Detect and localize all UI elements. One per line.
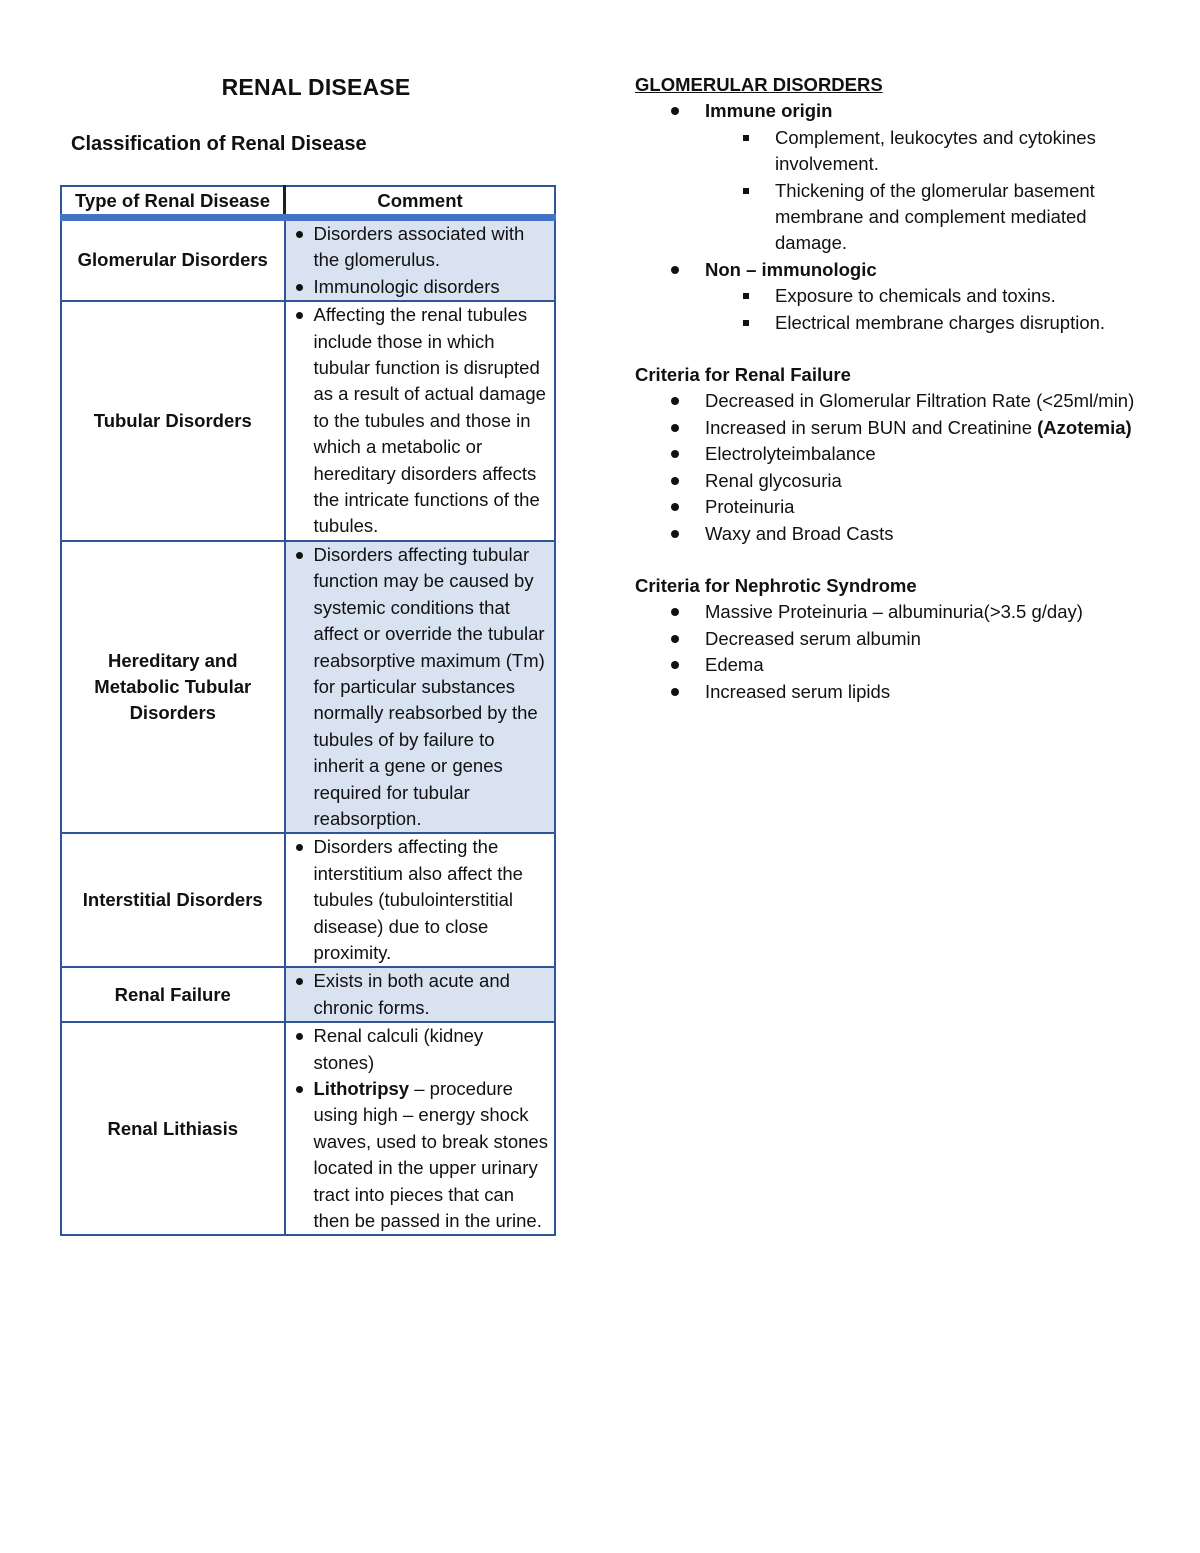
table-row	[61, 967, 555, 1022]
header-comment: Comment	[285, 186, 556, 218]
glomerular-heading: GLOMERULAR DISORDERS	[635, 74, 883, 95]
renal-failure-criteria-heading: Criteria for Renal Failure	[635, 364, 851, 386]
type-cell: Renal Failure	[61, 967, 285, 1022]
comment-list	[286, 542, 555, 832]
comment-cell	[285, 1022, 556, 1235]
list-item: Edema	[705, 652, 1135, 678]
list-item	[705, 415, 1135, 441]
list-item: Massive Proteinuria – albuminuria(>3.5 g/day)	[705, 599, 1135, 625]
list-item: Exposure to chemicals and toxins.	[775, 283, 1135, 309]
table-row	[61, 218, 555, 302]
list-item: Renal calculi (kidney stones)	[314, 1023, 549, 1076]
list-item	[705, 257, 1135, 336]
comment-list	[286, 968, 555, 1021]
section-title: Classification of Renal Disease	[71, 133, 367, 155]
type-cell: Interstitial Disorders	[61, 833, 285, 967]
comment-list	[286, 834, 555, 966]
list-item	[314, 1076, 549, 1234]
list-item: Decreased serum albumin	[705, 626, 1135, 652]
list-item: Complement, leukocytes and cytokines involvement.	[775, 125, 1135, 178]
immune-origin-label: Immune origin	[705, 100, 833, 122]
list-item: Disorders affecting the interstitium also affect the tubules (tubulointerstitial disease) due to close proximity.	[314, 834, 549, 966]
lithotripsy-text: – procedure using high – energy shock waves, used to break stones located in the upper urinary tract into pieces that can then be passed in the urine.	[313, 1078, 548, 1232]
type-cell: Hereditary and Metabolic Tubular Disorders	[61, 541, 285, 833]
nephrotic-criteria-list	[635, 599, 1135, 705]
azotemia-term: (Azotemia)	[1037, 416, 1132, 438]
list-item: Decreased in Glomerular Filtration Rate (<25ml/min)	[705, 388, 1135, 414]
list-item: Electrical membrane charges disruption.	[775, 310, 1135, 336]
comment-cell	[285, 301, 556, 541]
list-item: Waxy and Broad Casts	[705, 521, 1135, 547]
comment-list	[286, 1023, 555, 1234]
type-cell: Tubular Disorders	[61, 301, 285, 541]
comment-cell	[285, 833, 556, 967]
list-item: Increased serum lipids	[705, 679, 1135, 705]
sub-list	[705, 283, 1135, 336]
table-row	[61, 833, 555, 967]
table-row	[61, 1022, 555, 1235]
list-item: Proteinuria	[705, 494, 1135, 520]
list-item: Disorders affecting tubular function may be caused by systemic conditions that affect or override the tubular reabsorptive maximum (Tm) for particular substances normally reabsorbed by the tubules of by failure to inherit a gene or genes required for tubular reabsorption.	[314, 542, 549, 832]
table-row	[61, 541, 555, 833]
renal-failure-criteria-list	[635, 388, 1135, 546]
list-item	[705, 98, 1135, 256]
table-row	[61, 301, 555, 541]
comment-cell	[285, 967, 556, 1022]
comment-cell	[285, 541, 556, 833]
glomerular-list	[635, 98, 1135, 336]
table-header-row	[61, 186, 555, 218]
list-item: Electrolyteimbalance	[705, 441, 1135, 467]
nephrotic-criteria-heading: Criteria for Nephrotic Syndrome	[635, 574, 917, 596]
comment-list	[286, 302, 555, 540]
right-column	[635, 72, 1135, 705]
list-item: Immunologic disorders	[314, 274, 549, 300]
sub-list	[705, 125, 1135, 257]
bun-creatinine-text: Increased in serum BUN and Creatinine	[705, 416, 1032, 438]
comment-list	[286, 221, 555, 300]
list-item: Disorders associated with the glomerulus.	[314, 221, 549, 274]
list-item: Renal glycosuria	[705, 468, 1135, 494]
document-title: RENAL DISEASE	[221, 74, 411, 100]
type-cell: Renal Lithiasis	[61, 1022, 285, 1235]
list-item: Exists in both acute and chronic forms.	[314, 968, 549, 1021]
type-cell: Glomerular Disorders	[61, 218, 285, 302]
list-item: Affecting the renal tubules include those in which tubular function is disrupted as a result of actual damage to the tubules and those in which a metabolic or hereditary disorders affects the intricate functions of the tubules.	[314, 302, 549, 540]
lithotripsy-term: Lithotripsy	[313, 1078, 410, 1099]
list-item: Thickening of the glomerular basement membrane and complement mediated damage.	[775, 178, 1135, 257]
non-immunologic-label: Non – immunologic	[705, 258, 877, 280]
comment-cell	[285, 218, 556, 302]
classification-table	[60, 185, 556, 1236]
header-type: Type of Renal Disease	[61, 186, 285, 218]
